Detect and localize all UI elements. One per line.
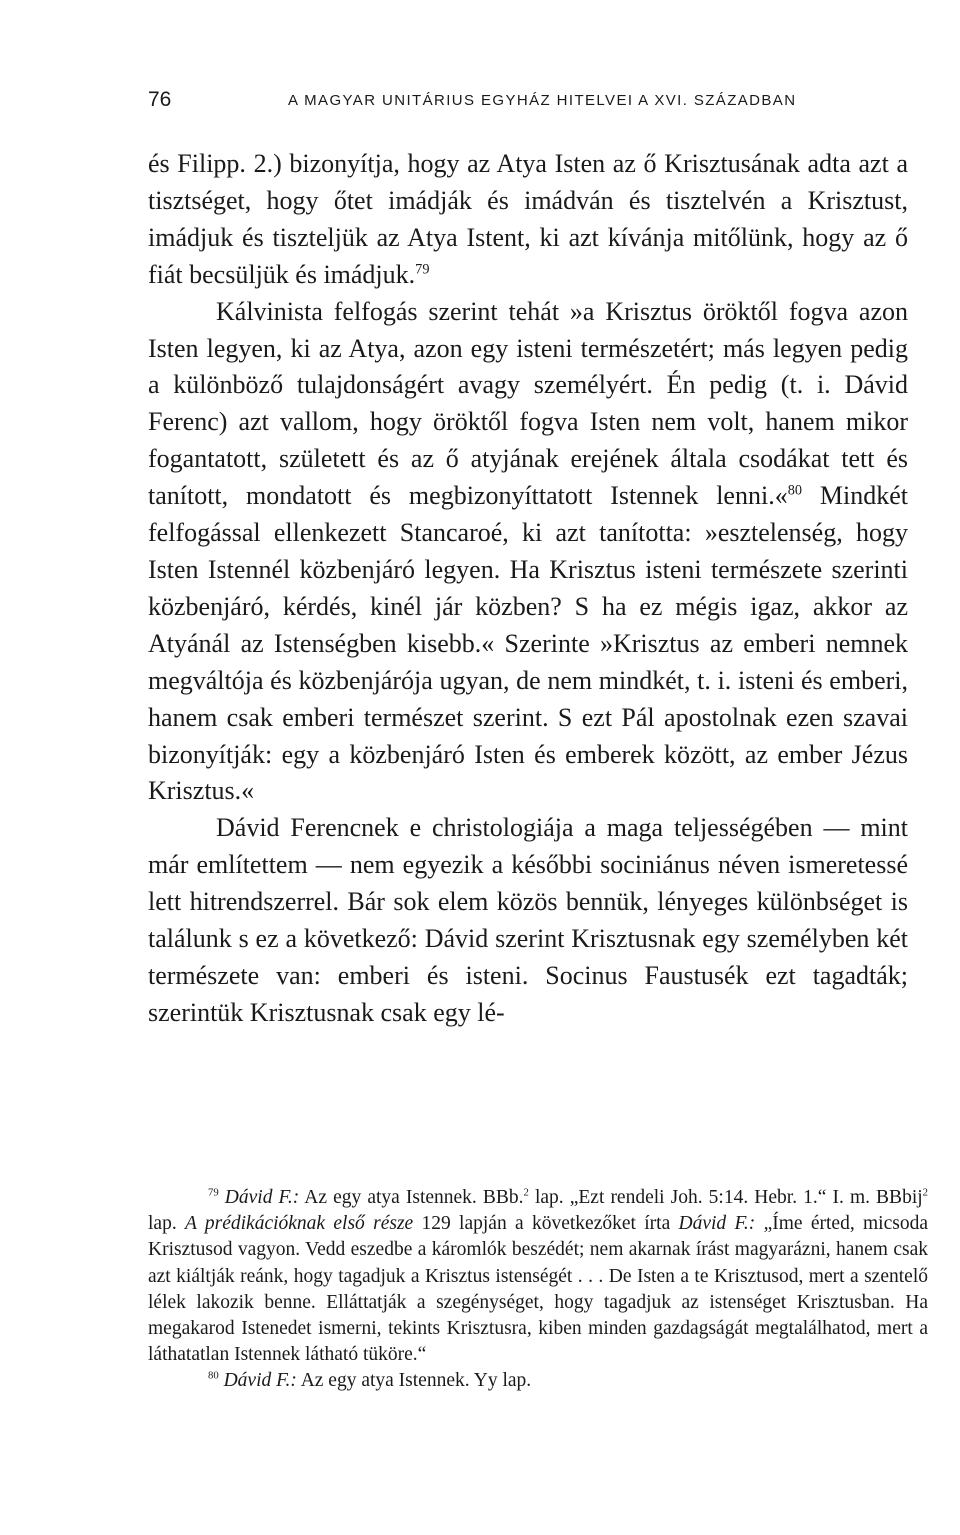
paragraph xyxy=(148,146,908,294)
paragraph-text: és Filipp. 2.) bizonyítja, hogy az Atya Isten az ő Krisztusának adta azt a tisztséget, hogy őtet imádják és imádván és tisztelvén a Krisztust, imádjuk és tiszteljük az Atya Istent, ki azt kívánja mitőlünk, hogy az ő fiát becsüljük és imádjuk. xyxy=(148,149,908,289)
body-text xyxy=(148,146,908,1032)
page-number: 76 xyxy=(148,88,172,111)
footnote-superscript: 2 xyxy=(523,1186,529,1199)
footnote-author: Dávid F.: xyxy=(223,1370,297,1392)
footnote-text: 129 lapján a következőket írta xyxy=(413,1213,679,1235)
paragraph-text: Kálvinista felfogás szerint tehát »a Krisztus öröktől fogva azon Isten legyen, ki az Atya, azon egy isteni természetért; más legyen pedig a különböző tulajdonságért avagy személyért. Én pedig (t. i. Dávid Ferenc) azt vallom, hogy öröktől fogva Isten nem volt, hanem mikor fogantatott, született és az ő atyjának erejének általa csodákat tett és tanított, mondatott és megbizonyíttatott Istennek lenni.« xyxy=(148,296,908,511)
footnotes xyxy=(148,1185,928,1395)
paragraph xyxy=(148,810,908,1031)
footnote-text: lap. „Ezt rendeli Joh. 5:14. Hebr. 1.“ I. m. BBbij xyxy=(528,1187,923,1208)
footnote-ref: 79 xyxy=(415,261,430,278)
page-header xyxy=(148,88,908,124)
footnote-author: Dávid F.: xyxy=(678,1213,756,1235)
footnote-text: lap. xyxy=(148,1213,186,1235)
paragraph xyxy=(148,294,908,811)
footnote-text: „Íme érted, micsoda Krisztusod vagyon. Vedd eszedbe a káromlók beszédét; nem akarnak írást magyarázni, hanem csak azt kiáltják reánk, hogy tagadjuk a Krisztus istenségét . . . De Isten a te Krisztusod, mert a szentelő lélek lakozik benne. Elláttatják a szegénységet, hogy tagadjuk az istenséget Krisztusban. Ha megakarod Istenedet ismerni, tekints Krisztusra, kiben minden gazdagságát megtalálhatod, mert a láthatatlan Istennek látható tüköre.“ xyxy=(148,1213,928,1366)
footnote-text: Az egy atya Istennek. Yy lap. xyxy=(296,1370,532,1392)
footnote-ref: 80 xyxy=(787,482,802,499)
paragraph-text: Dávid Ferencnek e christologiája a maga teljességében — mint már említettem — nem egyezik a későbbi sociniánus néven ismeretessé lett hitrendszerrel. Bár sok elem közös bennük, lényeges különbséget is találunk s ez a következő: Dávid szerint Krisztusnak egy személyben két természete van: emberi és isteni. Socinus Faustusék ezt tagadták; szerintük Krisztusnak csak egy lé- xyxy=(148,813,908,1027)
footnote-superscript: 2 xyxy=(922,1186,929,1199)
footnote-text: Az egy atya Istennek. BBb. xyxy=(299,1187,524,1208)
footnote-book-title: A prédikációknak első része xyxy=(185,1213,414,1235)
footnote-number: 80 xyxy=(208,1369,219,1382)
footnote xyxy=(148,1368,928,1394)
footnote-number: 79 xyxy=(208,1186,219,1199)
footnote-author: Dávid F.: xyxy=(224,1187,300,1208)
paragraph-text: Mindkét felfogással ellenkezett Stancaroé, ki azt tanította: »esztelenség, hogy Isten Istennél közbenjáró legyen. Ha Krisztus isteni természete szerinti közbenjáró, kérdés, kinél jár közben? S ha ez mégis igaz, akkor az Atyánál az Istenségben kisebb.« Szerinte »Krisztus az emberi nemnek megváltója és közbenjárója ugyan, de nem mindkét, t. i. isteni és emberi, hanem csak emberi természet szerint. S ezt Pál apostolnak ezen szavai bizonyítják: egy a közbenjáró Isten és emberek között, az ember Jézus Krisztus.« xyxy=(148,481,908,806)
running-title: A MAGYAR UNITÁRIUS EGYHÁZ HITELVEI A XVI. SZÁZADBAN xyxy=(288,92,797,109)
footnote xyxy=(148,1185,928,1368)
